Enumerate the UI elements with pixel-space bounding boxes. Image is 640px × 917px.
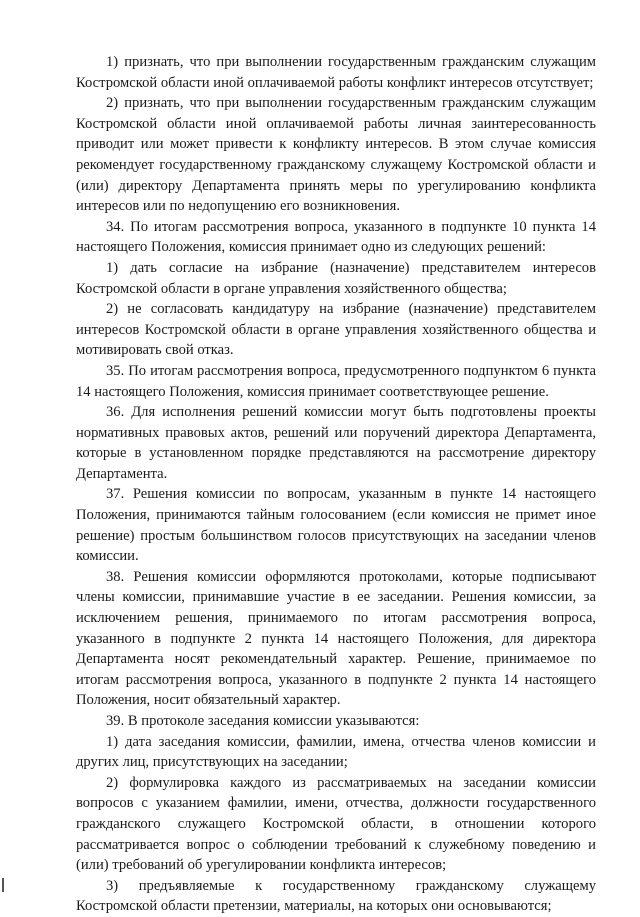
paragraph-39-3: 3) предъявляемые к государственному гражданскому служащему Костромской области претензии, материалы, на которых они основываются;: [76, 877, 596, 915]
paragraph-34: 34. По итогам рассмотрения вопроса, указанного в подпункте 10 пункта 14 настоящего Положения, комиссия принимает одно из следующих решений:: [76, 218, 596, 256]
paragraph-34-2: 2) не согласовать кандидатуру на избрание (назначение) представителем интересов Костромской области в органе управления хозяйственного общества и мотивировать свой отказ.: [76, 301, 596, 359]
paragraph-39: 39. В протоколе заседания комиссии указываются:: [106, 713, 420, 729]
paragraph-33-2: 2) признать, что при выполнении государственным гражданским служащим Костромской области иной оплачиваемой работы личная заинтересованность приводит или может привести к конфликту интересов. В этом случае комиссия рекомендует государственному гражданскому служащему Костромской области и (или) директору Департамента принять меры по урегулированию конфликта интересов или по недопущению его возникновения.: [76, 95, 596, 215]
scan-edge-mark: [2, 878, 4, 892]
paragraph-35: 35. По итогам рассмотрения вопроса, предусмотренного подпунктом 6 пункта 14 настоящего Положения, комиссия принимает соответствующее решение.: [76, 362, 596, 400]
paragraph-38: 38. Решения комиссии оформляются протоколами, которые подписывают члены комиссии, принимавшие участие в ее заседании. Решения комиссии, за исключением решения, принимаемого по итогам рассмотрения вопроса, указанного в подпункте 2 пункта 14 настоящего Положения, для директора Департамента носят рекомендательный характер. Решение, принимаемое по итогам рассмотрения вопроса, указанного в подпункте 2 пункта 14 настоящего Положения, носит обязательный характер.: [76, 568, 596, 709]
paragraph-37: 37. Решения комиссии по вопросам, указанным в пункте 14 настоящего Положения, принимаются тайным голосованием (если комиссия не примет иное решение) простым большинством голосов присутствующих на заседании членов комиссии.: [76, 486, 596, 565]
paragraph-39-1: 1) дата заседания комиссии, фамилии, имена, отчества членов комиссии и других лиц, присутствующих на заседании;: [76, 733, 596, 771]
paragraph-36: 36. Для исполнения решений комиссии могут быть подготовлены проекты нормативных правовых актов, решений или поручений директора Департамента, которые в установленном порядке представляются на рассмотрение директору Департамента.: [76, 404, 596, 482]
paragraph-34-1: 1) дать согласие на избрание (назначение) представителем интересов Костромской области в органе управления хозяйственного общества;: [76, 259, 596, 297]
paragraph-33-1: 1) признать, что при выполнении государственным гражданским служащим Костромской области иной оплачиваемой работы конфликт интересов отсутствует;: [76, 54, 596, 91]
paragraph-39-2: 2) формулировка каждого из рассматриваемых на заседании комиссии вопросов с указанием фамилии, имени, отчества, должности государственного гражданского служащего Костромской области, в отношении которого рассматривается вопрос о соблюдении требований к служебному поведению и (или) требований об урегулировании конфликта интересов;: [76, 774, 596, 874]
document-body: [76, 52, 596, 917]
